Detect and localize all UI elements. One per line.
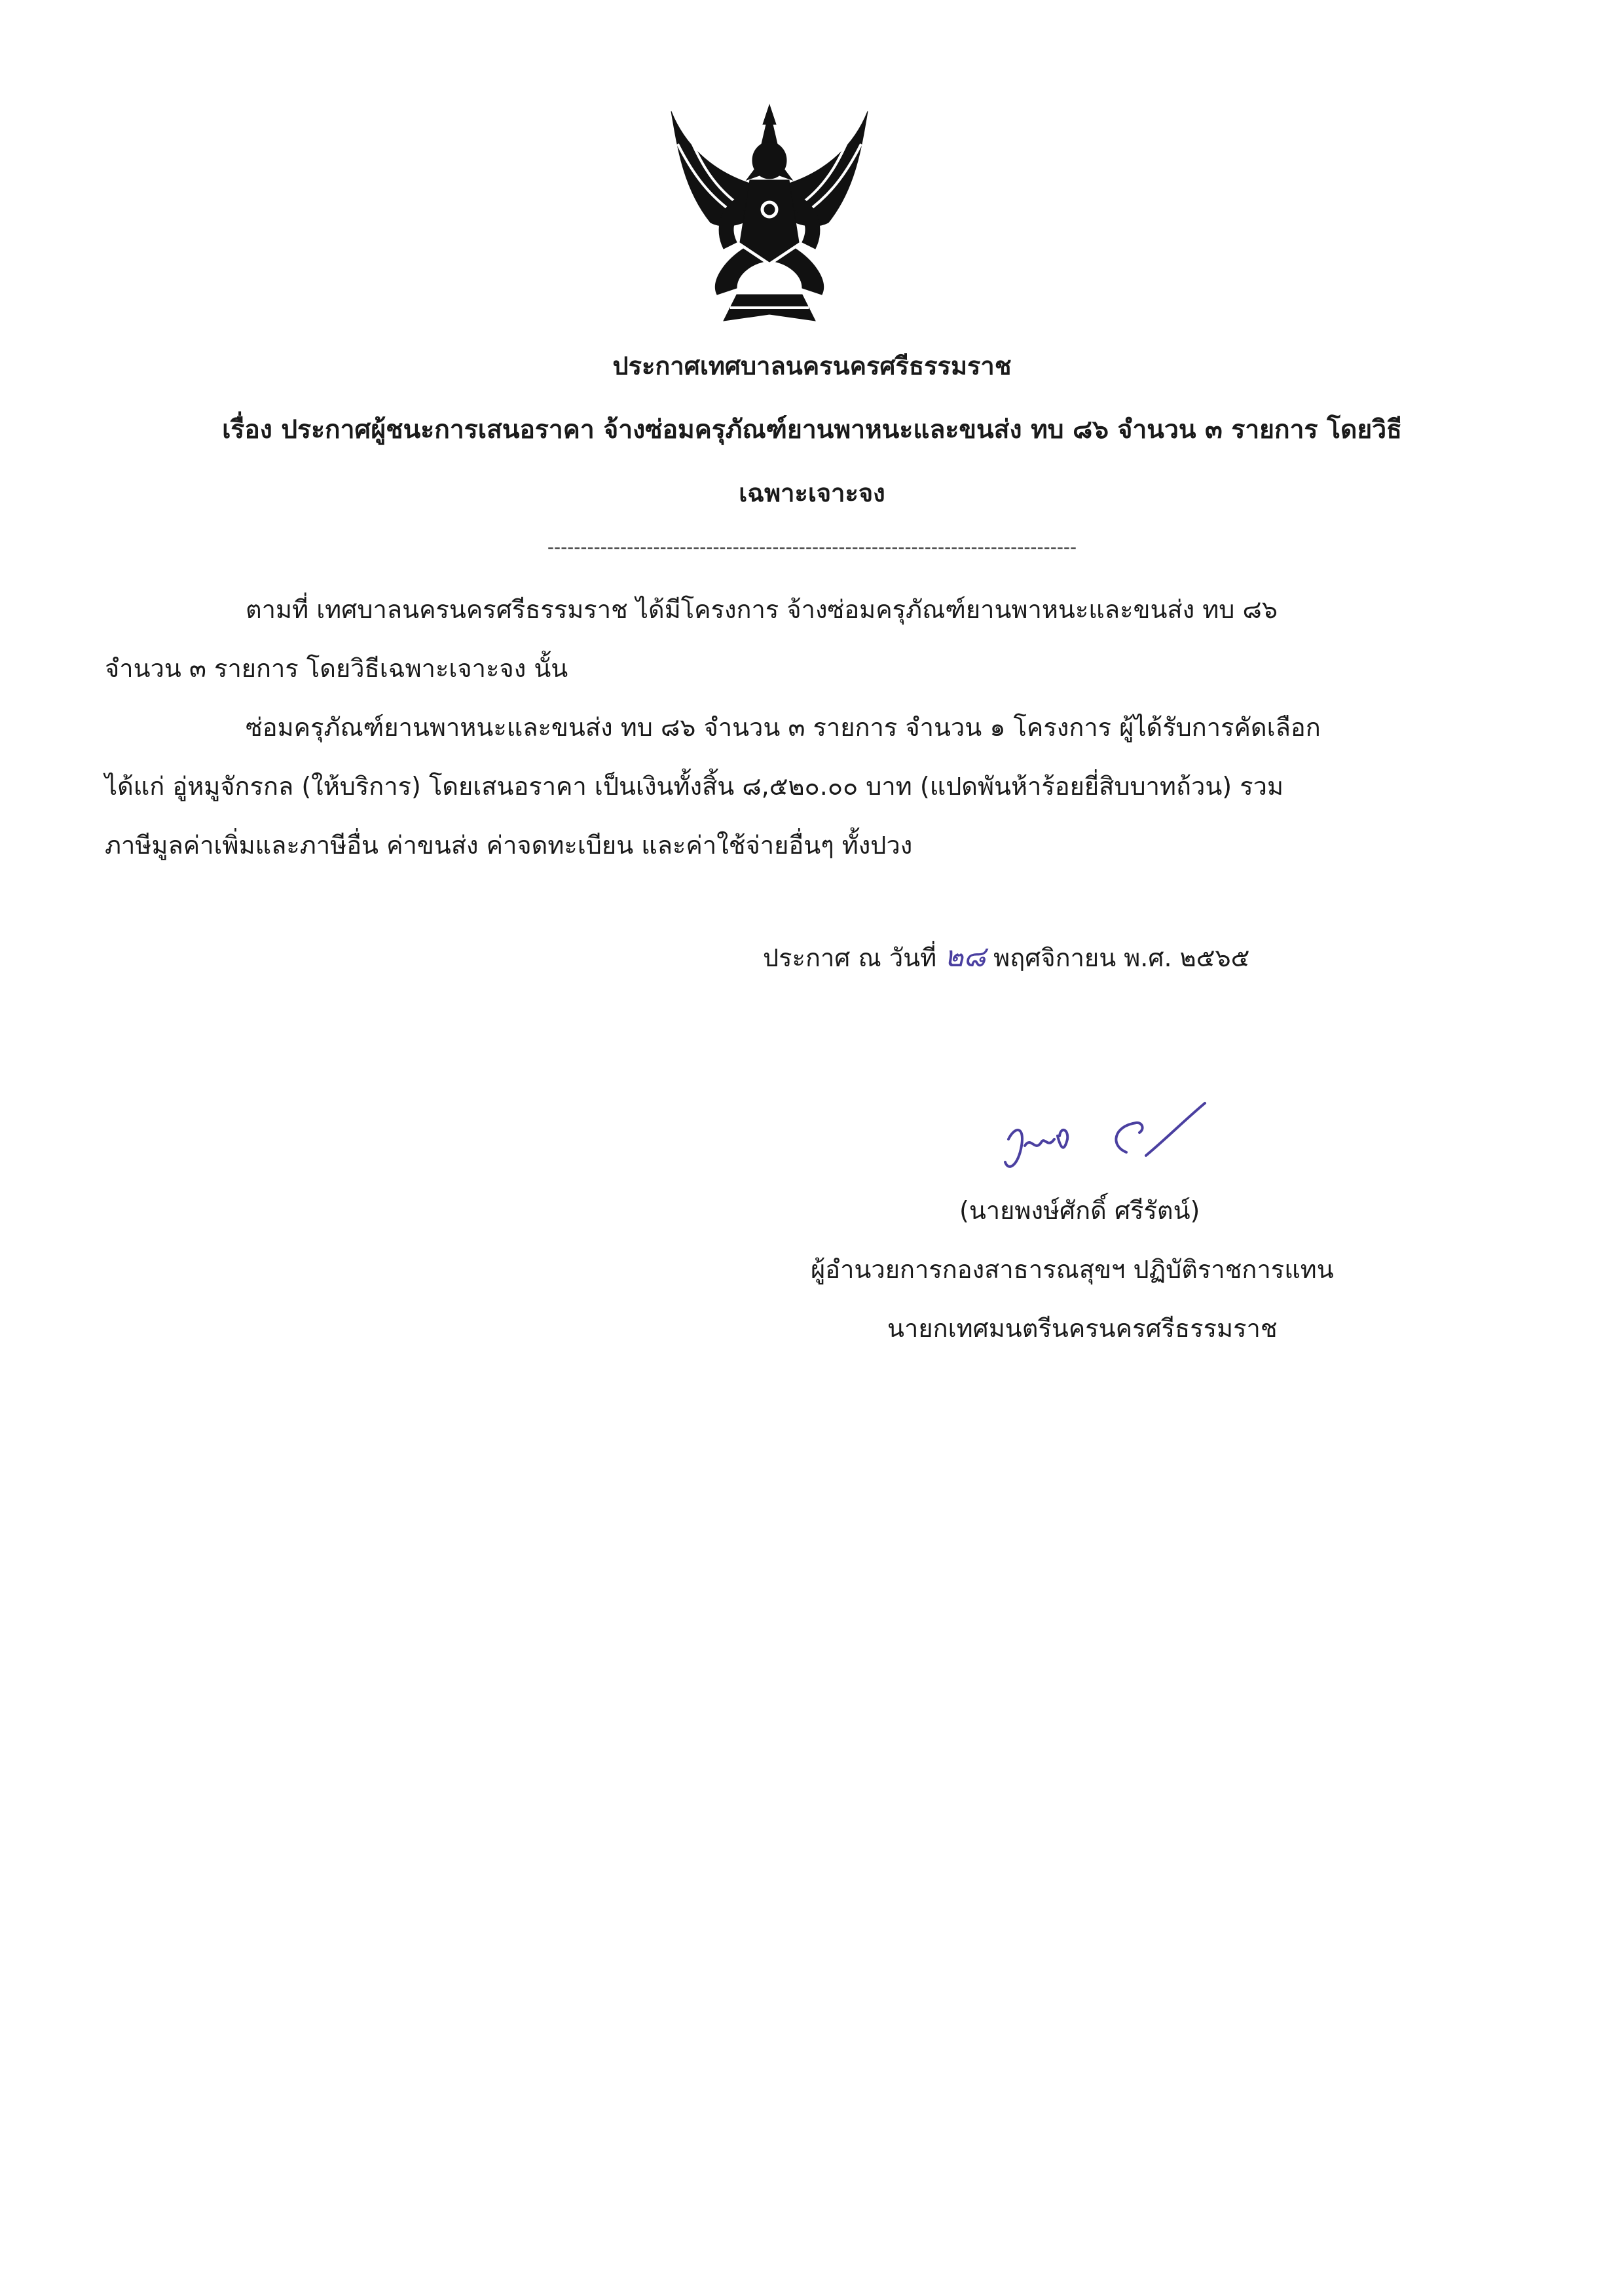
announcement-subject: เรื่อง ประกาศผู้ชนะการเสนอราคา จ้างซ่อมครุภัณฑ์ยานพาหนะและขนส่ง ทบ ๘๖ จำนวน ๓ รายการ โดยวิธี (222, 415, 1402, 445)
paragraph-2-line-1: ซ่อมครุภัณฑ์ยานพาหนะและขนส่ง ทบ ๘๖ จำนวน ๓ รายการ จำนวน ๑ โครงการ ผู้ได้รับการคัดเลือก (246, 713, 1321, 742)
date-prefix: ประกาศ ณ วันที่ (763, 943, 937, 972)
garuda-emblem-icon (658, 98, 881, 334)
date-day-handwritten: ๒๘ (944, 940, 986, 974)
paragraph-1-line-1: ตามที่ เทศบาลนครนครศรีธรรมราช ได้มีโครงการ จ้างซ่อมครุภัณฑ์ยานพาหนะและขนส่ง ทบ ๘๖ (246, 595, 1278, 624)
announcement-subject-cont: เฉพาะเจาะจง (739, 479, 885, 507)
date-suffix: พฤศจิกายน พ.ศ. ๒๕๖๕ (993, 943, 1250, 972)
handwritten-signature (995, 1100, 1218, 1185)
signatory-position-cont: นายกเทศมนตรีนครนครศรีธรรมราช (887, 1314, 1278, 1343)
paragraph-1-line-2: จำนวน ๓ รายการ โดยวิธีเฉพาะเจาะจง นั้น (105, 654, 568, 683)
announcement-date (763, 940, 1250, 974)
paragraph-2-line-2: ได้แก่ อู่หมูจักรกล (ให้บริการ) โดยเสนอราคา เป็นเงินทั้งสิ้น ๘,๕๒๐.๐๐ บาท (แปดพันห้าร้อยยี่สิบบาทถ้วน) รวม (105, 772, 1284, 801)
paragraph-2-line-3: ภาษีมูลค่าเพิ่มและภาษีอื่น ค่าขนส่ง ค่าจดทะเบียน และค่าใช้จ่ายอื่นๆ ทั้งปวง (105, 831, 913, 860)
signatory-name: (นายพงษ์ศักดิ์ ศรีรัตน์) (959, 1196, 1200, 1225)
signatory-position: ผู้อำนวยการกองสาธารณสุขฯ ปฏิบัติราชการแทน (811, 1255, 1334, 1284)
announcement-title: ประกาศเทศบาลนครนครศรีธรรมราช (612, 352, 1012, 380)
divider: -------------------------------------------------------------------------------- (547, 536, 1077, 558)
